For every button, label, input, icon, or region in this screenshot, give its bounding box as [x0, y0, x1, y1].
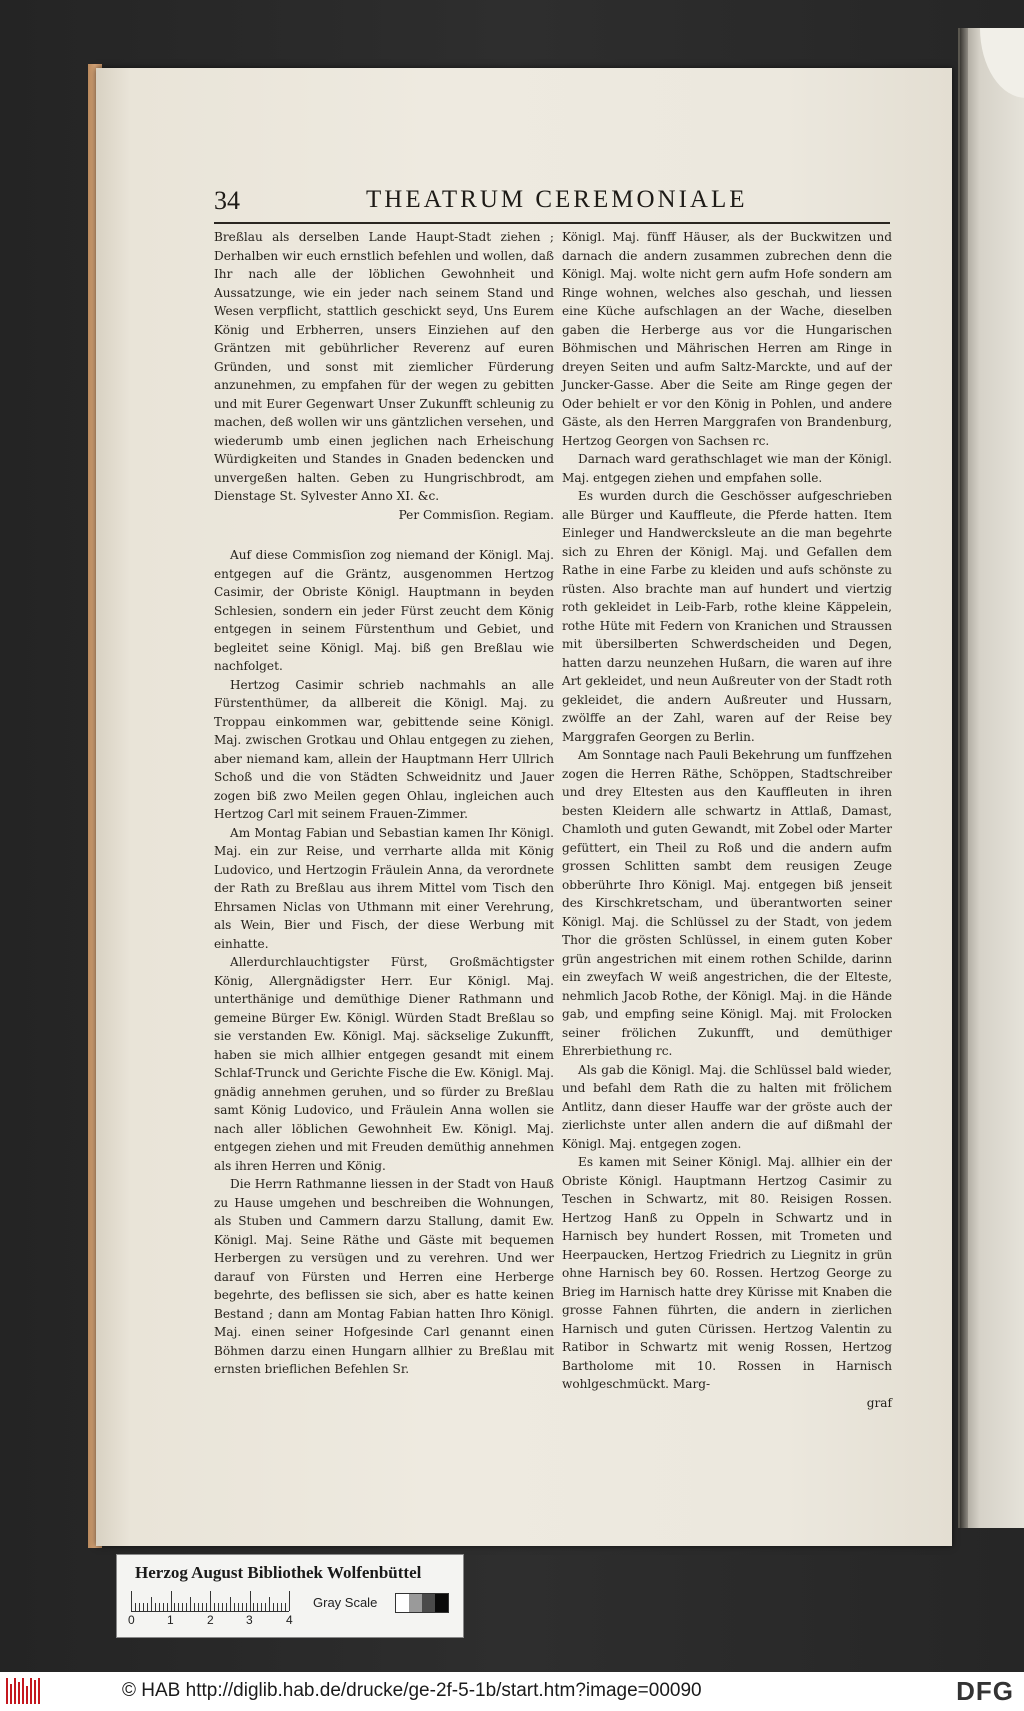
swatch: [422, 1594, 435, 1612]
ruler-number: 2: [207, 1613, 214, 1627]
ruler-tick: [171, 1591, 172, 1611]
ruler-tick: [273, 1603, 274, 1611]
barcode-icon: [6, 1678, 42, 1704]
ruler-tick: [186, 1603, 187, 1611]
signature-line: Per Commisſion. Regiam.: [398, 507, 554, 522]
ruler-tick: [194, 1603, 195, 1611]
ruler-number: 0: [128, 1613, 135, 1627]
right-paragraph: Als gab die Königl. Maj. die Schlüssel bald wieder, und befahl dem Rath die zu halten mit frölichem Antlitz, dann dieser Hauffe war der gröste auch der zierlichste unter allen andern die auf dißmahl der Königl. Maj. entgegen zogen.: [562, 1062, 892, 1151]
footer-bar: [0, 1672, 1024, 1711]
left-paragraph: Allerdurchlauchtigster Fürst, Großmächtigster König, Allergnädigster Herr. Eur Königl. Maj. unterthänige und demüthige Diener Rathmann und gemeine Bürger Ew. Königl. Würden Stadt Breßlau so sie verstanden Ew. Königl. Maj. säckselige Zukunfft, haben sie mich allhier entgegen gesandt mit einem Schlaf-Trunck und Gerichte Fische die Ew. Königl. Maj. gnädig annehmen geruhen, und so fürder zu Breßlau samt König Ludovico, und Fräulein Anna wollen sie nach aller löblichen Gewohnheit Ew. Königl. Maj. entgegen ziehen und mit Freuden demüthig annehmen als ihren Herren und König.: [214, 955, 554, 1173]
ruler-tick: [206, 1603, 207, 1611]
ruler-tick: [210, 1591, 211, 1611]
right-paragraph: Am Sonntage nach Pauli Bekehrung um funffzehen zogen die Herren Räthe, Schöppen, Stadtschreiber und drey Eltesten aus den Kauffleuten in ihren besten Kleidern alle schwartz in Attlaß, Damast, Chamloth und guten Gewandt, mit Zobel oder Marter gefüttert, ein Theil zu Roß und die andern aufm grossen Schlitten sambt dem reusigen Zeuge obberührte Ihro Königl. Maj. entgegen biß jenseit des Kirschkretscham, und überantworten seiner Königl. Maj. die Schlüssel zu der Stadt, von jedem Thor die grösten Schlüssel, in einem guten Kober grün angestrichen mit einem rothen Schilde, darinn ein zweyfach W weiß angestrichen, die der Elteste, nehmlich Jacob Rothe, der Königl. Maj. in die Hände gab, und empfing seine Königl. Maj. mit Frolocken seiner frölichen Zukunfft, und demüthiger Ehrerbiethung rc.: [562, 748, 892, 1058]
ruler-number: 1: [167, 1613, 174, 1627]
header-rule: [214, 222, 890, 224]
ruler-tick: [182, 1603, 183, 1611]
ruler-tick: [230, 1597, 231, 1611]
ruler-tick: [281, 1603, 282, 1611]
ruler-tick: [159, 1603, 160, 1611]
library-scale-label: [116, 1554, 464, 1638]
adjacent-page: [958, 28, 1024, 1528]
ruler-tick: [269, 1597, 270, 1611]
ruler-tick: [139, 1603, 140, 1611]
ruler-tick: [265, 1603, 266, 1611]
ruler-tick: [190, 1597, 191, 1611]
swatch: [435, 1594, 448, 1612]
ruler-tick: [163, 1603, 164, 1611]
left-paragraph: Hertzog Casimir schrieb nachmahls an alle Fürstenthümer, da allbereit die Königl. Maj. zu Troppau einkommen war, gebittende seine Königl. Maj. zwischen Grotkau und Ohlau entgegen zu ziehen, aber niemand kam, allein der Hauptmann Herr Ullrich Schoß und die von Städten Schweidnitz und Jauer zogen biß zwo Meilen gegen Ohlau, ingleichen auch Hertzog Carl mit seinem Frauen-Zimmer.: [214, 677, 554, 821]
ruler-tick: [151, 1597, 152, 1611]
ruler-tick: [226, 1603, 227, 1611]
ruler-tick: [289, 1591, 290, 1611]
ruler-tick: [285, 1603, 286, 1611]
left-paragraph: Auf diese Commisſion zog niemand der Königl. Maj. entgegen auf die Gräntz, ausgenommen Hertzog Casimir, der Obriste Königl. Hauptmann in beyden Schlesien, sondern ein jeder Fürst zeucht dem König entgegen in seinem Fürstenthum und Gebiet, und begleitet seine Königl. Maj. biß gen Breßlau wie nachfolget.: [214, 548, 554, 673]
ruler-tick: [131, 1591, 132, 1611]
ruler-tick: [257, 1603, 258, 1611]
right-paragraph: Es wurden durch die Geschösser aufgeschrieben alle Bürger und Kauffleute, die Pferde hatten. Item Einleger und Handwercksleute an die man begehrte sich zu Ehren der Königl. Maj. und Gefallen dem Rathe in eine Farbe zu kleiden und aufs schönste zu rüsten. Also brachte man auf hundert und viertzig roth gekleidet in Leib-Farb, rothe kleine Käppelein, rothe Hüte mit Federn von Kranichen und Straussen mit übersilberten Schwerdscheiden und Degen, hatten darzu neunzehen Hußarn, die waren auf ihre Art gekleidet, und neun Außreuter von der Stadt roth gekleidet, die andern Außreuter und Hussarn, zwölffe an der Zahl, waren auf der Reise bey Marggrafen Georgen zu Berlin.: [562, 489, 892, 744]
right-paragraph: Es kamen mit Seiner Königl. Maj. allhier ein der Obriste Königl. Hauptmann Hertzog Casimir zu Teschen in Schwartz, mit 80. Reisigen Rossen. Hertzog Hanß zu Oppeln in Schwartz und in Harnisch bey hundert Rossen, mit Trometen und Heerpaucken, Hertzog Friedrich zu Liegnitz in grün ohne Harnisch bey 60. Rossen. Hertzog George zu Brieg im Harnisch hatte drey Kürisse mit Knaben die grosse Fahnen führten, die andern in zierlichen Harnisch und guten Cürissen. Hertzog Valentin zu Ratibor in Schwartz mit wenig Rossen, Hertzog Bartholome mit 10. Rossen in Harnisch wohlgeschmückt. Marg-: [562, 1155, 892, 1391]
ruler-tick: [147, 1603, 148, 1611]
gray-scale-label: Gray Scale: [313, 1595, 378, 1610]
left-paragraph: Die Herrn Rathmanne liessen in der Stadt von Hauß zu Hause umgehen und beschreiben die Wohnungen, als Stuben und Cammern darzu Stallung, damit Ew. Königl. Maj. Seine Räthe und Gäste mit bequemen Herbergen zu versügen und zu verehren. Und wer darauf von Fürsten und Herren eine Herberge begehrte, des beflissen sie sich, aber es hatte keinen Bestand ; dann am Montag Fabian hatten Ihro Königl. Maj. einen seiner Hofgesinde Carl genannt einen Böhmen darzu einen Hungarn allhier zu Breßlau mit ernsten brieflichen Befehlen Sr.: [214, 1177, 554, 1376]
ruler-tick: [135, 1603, 136, 1611]
dfg-logo: DFG: [956, 1676, 1014, 1706]
gray-scale-swatches: [395, 1593, 449, 1613]
swatch: [409, 1594, 422, 1612]
page-edge-shadow: [960, 28, 968, 1528]
copyright-link[interactable]: © HAB http://diglib.hab.de/drucke/ge-2f-5-1b/start.htm?image=00090: [122, 1680, 702, 1701]
ruler-tick: [155, 1603, 156, 1611]
ruler-tick: [250, 1591, 251, 1611]
left-paragraph: Breßlau als derselben Lande Haupt-Stadt ziehen ; Derhalben wir euch ernstlich befehlen und wollen, daß Ihr nach alle der löblichen Gewohnheit und Aussatzunge, wie ein jeder nach seinem Stand und Wesen verpflicht, stattlich geschickt seyd, Uns Eurem König und Erbherren, unsers Einziehen auf den Gräntzen mit gebührlicher Reverenz auf euren Gründen, und sonst mit ziemlicher Fürderung anzunehmen, zu empfahen für der wegen zu gebitten und mit Eurer Gegenwart Unser Zukunfft schleunig zu machen, deß wollen wir uns gäntzlichen versehen, und wiederumb umb einen jeglichen nach Erheischung Würdigkeiten und Standes in Gnaden bedencken und unvergeßen halten. Geben zu Hungrischbrodt, am Dienstage St. Sylvester Anno XI. &c.: [214, 230, 554, 503]
running-head: THEATRUM CEREMONIALE: [366, 186, 748, 213]
library-name: Herzog August Bibliothek Wolfenbüttel: [135, 1563, 422, 1582]
ruler-scale: [131, 1591, 289, 1612]
ruler-tick: [234, 1603, 235, 1611]
ruler-numbers: [128, 1613, 301, 1629]
ruler-tick: [218, 1603, 219, 1611]
ruler-tick: [261, 1603, 262, 1611]
ruler-tick: [143, 1603, 144, 1611]
page-corner: [980, 28, 1024, 98]
ruler-tick: [214, 1603, 215, 1611]
right-paragraph: Darnach ward gerathschlaget wie man der Königl. Maj. entgegen ziehen und empfahen solle.: [562, 452, 892, 485]
catchword: graf: [866, 1395, 892, 1410]
ruler-number: 3: [246, 1613, 253, 1627]
ruler-tick: [238, 1603, 239, 1611]
ruler-tick: [246, 1603, 247, 1611]
ruler-tick: [222, 1603, 223, 1611]
left-column: [214, 228, 554, 1379]
ruler-tick: [174, 1603, 175, 1611]
ruler-number: 4: [286, 1613, 293, 1627]
right-paragraph: Königl. Maj. fünff Häuser, als der Buckwitzen und darnach die andern zusammen zubrechen denn die Königl. Maj. wolte nicht gern aufm Hofe sondern am Ringe wohnen, welches also geschah, und liessen eine Küche aufschlagen an der Wache, dieselben gaben die Herberge aus vor die Hungarischen Böhmischen und Mährischen Herren am Ringe in dreyen Seiten und aufm Saltz-Marckte, und auf der Juncker-Gasse. Aber die Seite am Ringe gegen der Oder behielt er vor den König in Pohlen, und andere Gäste, als den Herren Marggrafen von Brandenburg, Hertzog Georgen von Sachsen rc.: [562, 230, 892, 448]
ruler-tick: [277, 1603, 278, 1611]
ruler-tick: [242, 1603, 243, 1611]
ruler-tick: [178, 1603, 179, 1611]
swatch: [396, 1594, 409, 1612]
ruler-tick: [198, 1603, 199, 1611]
left-paragraph: Am Montag Fabian und Sebastian kamen Ihr Königl. Maj. ein zur Reise, und verrharte allda mit König Ludovico, und Hertzogin Fräulein Anna, da verordnete der Rath zu Breßlau aus ihrem Mittel vom Tisch den Ehrsamen Niclas von Uthmann mit einer Verehrung, als Wein, Bier und Fisch, der diese Werbung mit einhatte.: [214, 825, 554, 951]
ruler-tick: [202, 1603, 203, 1611]
ruler-tick: [167, 1603, 168, 1611]
page-number: 34: [214, 186, 240, 215]
right-column: [562, 228, 892, 1412]
page-header: [214, 186, 890, 226]
ruler-tick: [253, 1603, 254, 1611]
